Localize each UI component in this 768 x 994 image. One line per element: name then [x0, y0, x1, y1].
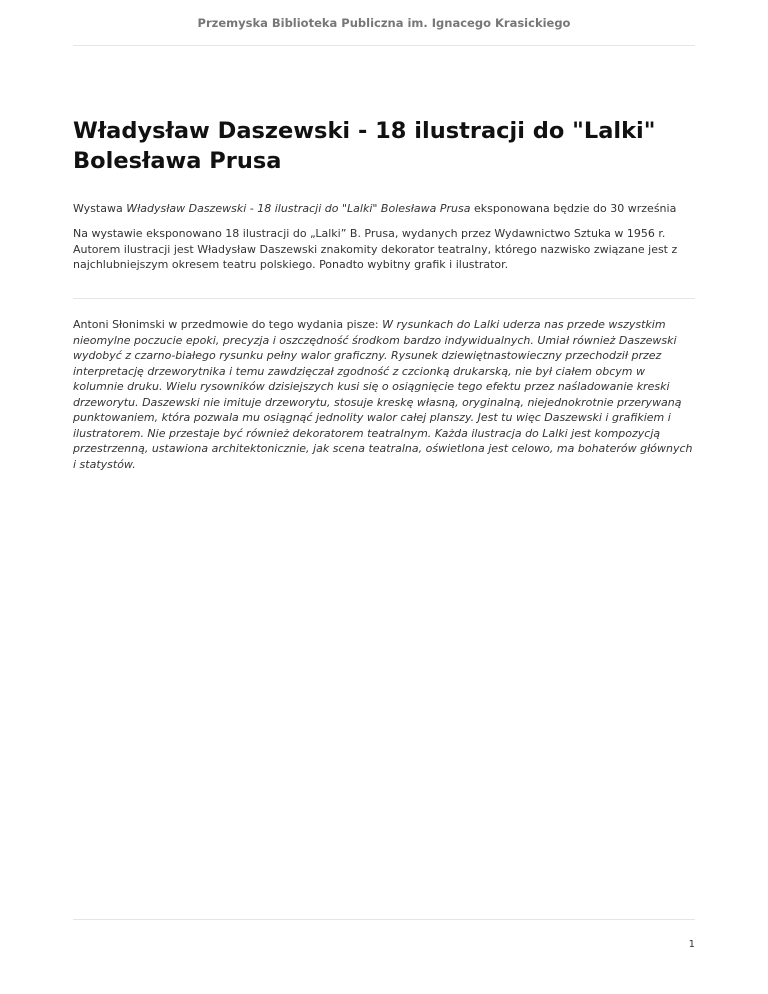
exhibition-intro — [73, 201, 695, 217]
quote-paragraph — [73, 317, 695, 472]
exhibition-title-italic: Władysław Daszewski - 18 ilustracji do "Lalki" Bolesława Prusa — [126, 202, 471, 215]
article-title: Władysław Daszewski - 18 ilustracji do "Lalki" Bolesława Prusa — [73, 118, 656, 174]
intro-prefix: Wystawa — [73, 202, 127, 215]
quote-text: W rysunkach do Lalki uderza nas przede wszystkim nieomylne poczucie epoki, precyzja i oszczędność środkom bardzo indywidualnych. Umiał również Daszewski wydobyć z czarno-białego rysunku pełny walor graficzny. Rysunek dziewiętnastowieczny przechodził przez interpretację drzeworytnika i temu zawdzięczał zgodność z czcionką drukarską, nie był ciałem obcym w kolumnie druku. Wielu rysowników dzisiejszych kusi się o osiągnięcie tego efektu przez naśladowanie kreski drzeworytu. Daszewski nie imituje drzeworytu, stosuje kreskę własną, oryginalną, niejednokrotnie przerywaną punktowaniem, która pozwala mu osiągnąć jednolity walor całej planszy. Jest tu więc Daszewski i grafikiem i ilustratorem. Nie przestaje być również dekoratorem teatralnym. Każda ilustracja do Lalki jest kompozycją przestrzenną, ustawiona architektonicznie, jak scena teatralna, oświetlona jest celowo, ma bohaterów głównych i statystów. — [73, 318, 693, 471]
document-page — [73, 0, 695, 994]
library-header: Przemyska Biblioteka Publiczna im. Ignacego Krasickiego — [197, 16, 571, 30]
header-divider — [73, 45, 695, 46]
footer-divider — [73, 919, 695, 920]
page-number: 1 — [688, 939, 695, 950]
intro-suffix: eksponowana będzie do 30 września — [470, 202, 677, 215]
quote-lead: Antoni Słonimski w przedmowie do tego wydania pisze: — [73, 318, 383, 331]
section-divider — [73, 298, 695, 299]
exhibition-description: Na wystawie eksponowano 18 ilustracji do „Lalki” B. Prusa, wydanych przez Wydawnictwo Sztuka w 1956 r. Autorem ilustracji jest Władysław Daszewski znakomity dekorator teatralny, którego nazwisko związane jest z najchlubniejszym okresem teatru polskiego. Ponadto wybitny grafik i ilustrator. — [73, 227, 678, 271]
